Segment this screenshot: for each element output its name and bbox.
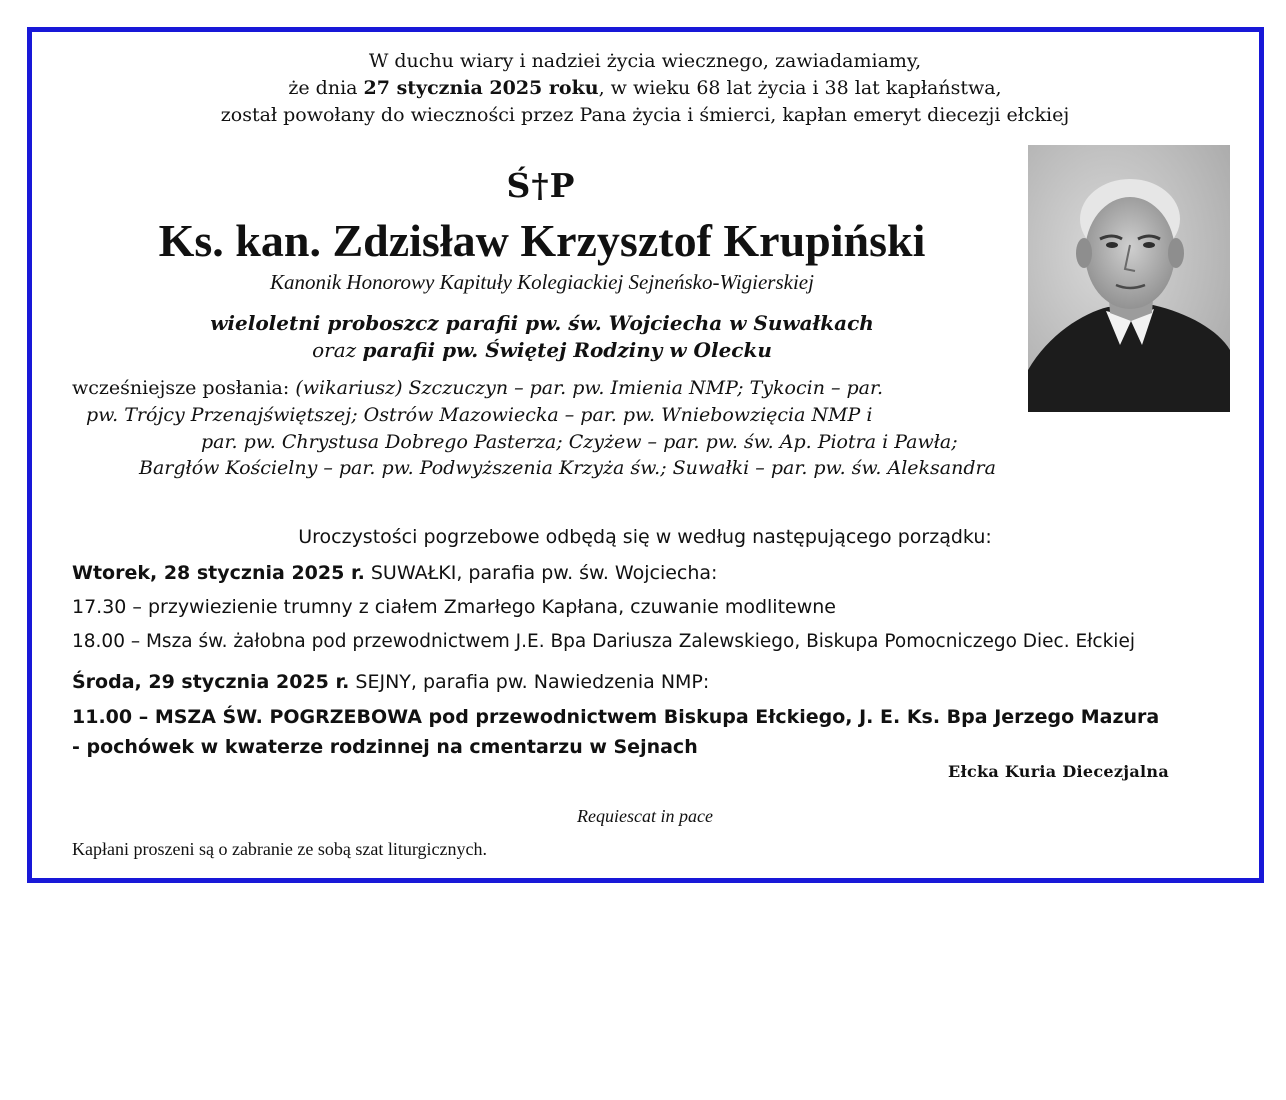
cross-icon: † (531, 166, 550, 205)
kuria-signature: Ełcka Kuria Diecezjalna (948, 762, 1170, 781)
poslania-line-1: wcześniejsze posłania: (wikariusz) Szczuczyn – par. pw. Imienia NMP; Tykocin – par. (72, 377, 884, 399)
intro-line-1: W duchu wiary i nadziei życia wiecznego, zawiadamiamy, (368, 50, 922, 72)
order-item-3: 11.00 – MSZA ŚW. POGRZEBOWA pod przewodnictwem Biskupa Ełckiego, J. E. Ks. Bpa Jerzego Mazura (72, 706, 1160, 728)
proboszcz-line-1: wieloletni proboszcz parafii pw. św. Wojciecha w Suwałkach (210, 311, 874, 335)
kanonik-title: Kanonik Honorowy Kapituły Kolegiackiej Sejneńsko-Wigierskiej (270, 270, 814, 294)
order-item-4: - pochówek w kwaterze rodzinnej na cmentarzu w Sejnach (72, 736, 698, 758)
poslania-line-2: pw. Trójcy Przenajświętszej; Ostrów Mazowiecka – par. pw. Wniebowzięcia NMP i (86, 404, 873, 426)
order-day-2: Środa, 29 stycznia 2025 r. SEJNY, parafia pw. Nawiedzenia NMP: (72, 671, 710, 693)
intro-line-3: został powołany do wieczności przez Pana życia i śmierci, kapłan emeryt diecezji ełckiej (220, 104, 1070, 126)
intro-line-2: że dnia 27 stycznia 2025 roku, w wieku 68 lat życia i 38 lat kapłaństwa, (288, 77, 1002, 99)
vestments-note: Kapłani proszeni są o zabranie ze sobą szat liturgicznych. (72, 839, 488, 859)
order-heading: Uroczystości pogrzebowe odbędą się w według następującego porządku: (298, 526, 992, 548)
order-item-2: 18.00 – Msza św. żałobna pod przewodnictwem J.E. Bpa Dariusza Zalewskiego, Biskupa Pomocniczego Diec. Ełckiej (72, 631, 1135, 652)
sp-heading: Ś†P (506, 166, 576, 205)
deceased-name: Ks. kan. Zdzisław Krzysztof Krupiński (158, 215, 926, 266)
proboszcz-line-2: oraz parafii pw. Świętej Rodziny w Olecku (312, 338, 772, 362)
priest-portrait-photo (1028, 145, 1230, 412)
poslania-line-4: Bargłów Kościelny – par. pw. Podwyższenia Krzyża św.; Suwałki – par. pw. św. Aleksandra (139, 457, 996, 479)
requiescat-in-pace: Requiescat in pace (577, 806, 713, 826)
poslania-line-3: par. pw. Chrystusa Dobrego Pasterza; Czyżew – par. pw. św. Ap. Piotra i Pawła; (201, 431, 958, 453)
death-date: 27 stycznia 2025 roku (363, 77, 599, 99)
portrait-image (1028, 145, 1230, 412)
order-day-1: Wtorek, 28 stycznia 2025 r. SUWAŁKI, parafia pw. św. Wojciecha: (72, 562, 718, 584)
order-item-1: 17.30 – przywiezienie trumny z ciałem Zmarłego Kapłana, czuwanie modlitewne (72, 596, 836, 618)
